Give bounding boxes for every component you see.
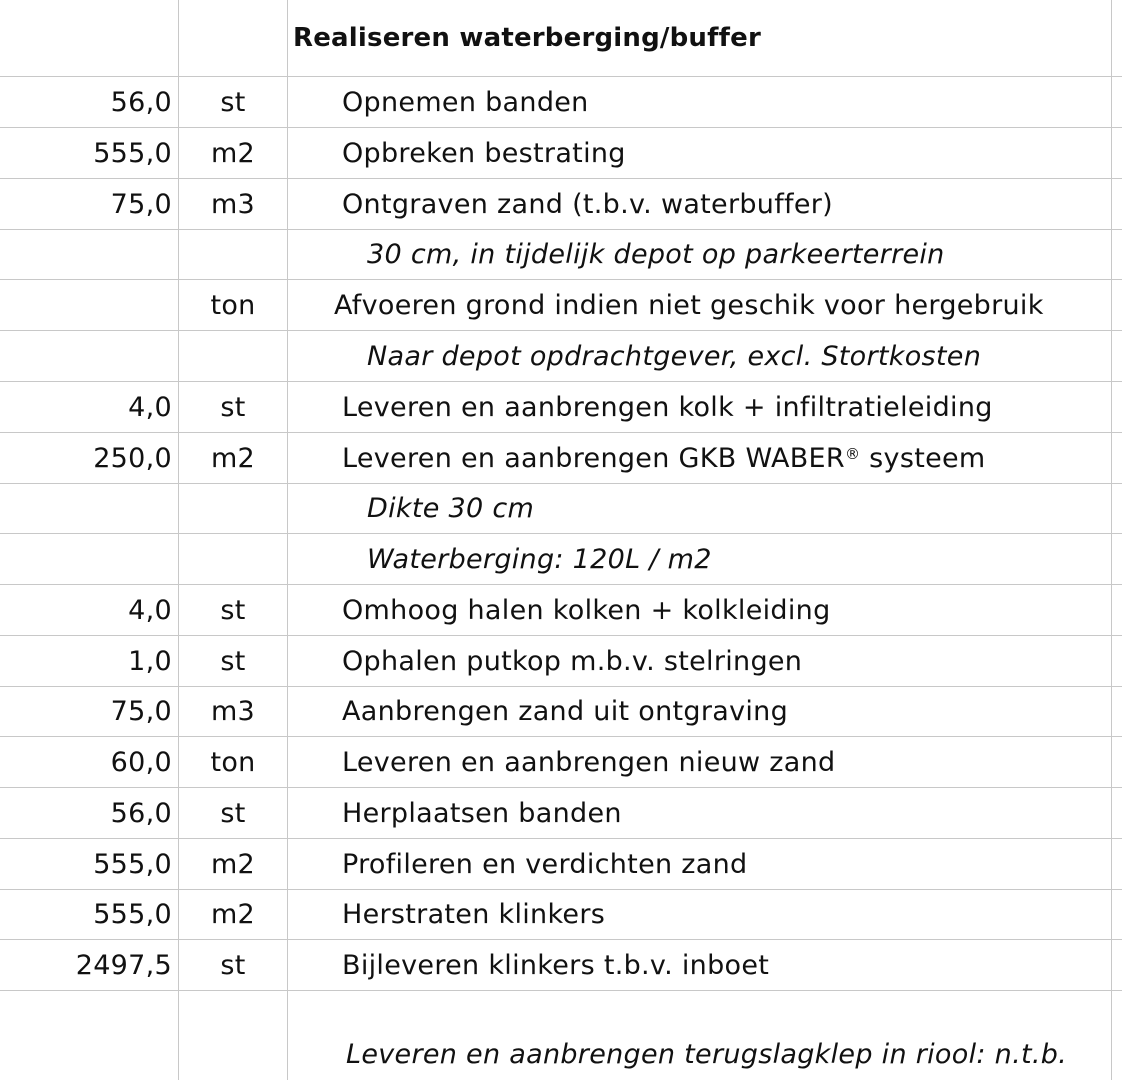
unit-cell[interactable]: ton [210,746,256,778]
unit-cell[interactable] [180,331,286,381]
description-cell[interactable]: Ophalen putkop m.b.v. stelringen [342,645,803,677]
description-cell[interactable]: Afvoeren grond indien niet geschik voor hergebruik [334,289,1044,321]
unit-cell[interactable]: st [220,797,246,829]
unit-cell[interactable]: m2 [210,137,256,169]
description-cell[interactable]: Bijleveren klinkers t.b.v. inboet [342,949,770,981]
unit-cell[interactable] [180,230,286,279]
quantity-cell[interactable]: 555,0 [93,137,172,169]
registered-mark: ® [844,445,861,463]
unit-cell[interactable]: st [220,86,246,118]
quantity-cell[interactable] [0,230,172,279]
quantity-cell[interactable]: 2497,5 [75,949,172,981]
description-cell[interactable] [342,433,1122,483]
unit-cell[interactable]: m2 [210,442,256,474]
unit-cell[interactable] [180,991,286,1080]
table-row[interactable] [0,839,1122,890]
quantity-cell[interactable] [0,0,172,76]
unit-cell[interactable] [180,534,286,584]
table-row[interactable] [0,890,1122,940]
unit-cell[interactable]: m3 [210,188,256,220]
unit-cell[interactable] [180,484,286,533]
footer-note[interactable]: Leveren en aanbrengen terugslagklep in riool: n.t.b. [346,1039,1068,1070]
description-note[interactable]: Waterberging: 120L / m2 [367,543,712,575]
table-row[interactable] [0,77,1122,128]
description-cell[interactable]: Leveren en aanbrengen nieuw zand [342,746,836,778]
description-cell[interactable]: Profileren en verdichten zand [342,848,748,880]
quantity-cell[interactable]: 56,0 [110,86,172,118]
quantity-cell[interactable]: 75,0 [110,188,172,220]
description-cell[interactable]: Leveren en aanbrengen kolk + infiltratieleiding [342,391,993,423]
table-row[interactable] [0,128,1122,179]
table-row[interactable] [0,433,1122,484]
unit-cell[interactable]: ton [210,289,256,321]
quantity-cell[interactable]: 1,0 [128,645,172,677]
quantity-cell[interactable]: 56,0 [110,797,172,829]
table-row[interactable] [0,585,1122,636]
quantity-cell[interactable]: 4,0 [128,594,172,626]
unit-cell[interactable]: m3 [210,696,256,727]
description-cell[interactable]: Omhoog halen kolken + kolkleiding [342,594,831,626]
description-cell[interactable]: Aanbrengen zand uit ontgraving [342,696,789,727]
footer-row[interactable] [0,991,1122,1080]
table-row[interactable] [0,280,1122,331]
description-suffix: systeem [860,442,986,474]
unit-cell[interactable]: st [220,645,246,677]
description-cell[interactable]: Opbreken bestrating [342,137,626,169]
table-row[interactable] [0,230,1122,280]
description-note[interactable]: Naar depot opdrachtgever, excl. Stortkosten [367,340,982,372]
description-note[interactable]: Dikte 30 cm [367,493,535,524]
description-cell[interactable]: Herstraten klinkers [342,899,606,930]
quantity-cell[interactable]: 555,0 [93,899,172,930]
quantity-cell[interactable] [0,484,172,533]
description-cell[interactable]: Herplaatsen banden [342,797,622,829]
description-note[interactable]: 30 cm, in tijdelijk depot op parkeerterrein [367,239,945,270]
quantity-cell[interactable]: 555,0 [93,848,172,880]
header-row[interactable] [0,0,1122,77]
quantity-cell[interactable] [0,534,172,584]
table-row[interactable] [0,484,1122,534]
quantity-cell[interactable] [0,331,172,381]
table-row[interactable] [0,636,1122,687]
section-title[interactable]: Realiseren waterberging/buffer [293,23,762,53]
table-row[interactable] [0,331,1122,382]
quantity-cell[interactable] [0,991,172,1080]
table-row[interactable] [0,737,1122,788]
quantity-cell[interactable]: 75,0 [110,696,172,727]
table-row[interactable] [0,788,1122,839]
description-cell[interactable]: Opnemen banden [342,86,589,118]
table-row[interactable] [0,940,1122,991]
quantity-cell[interactable]: 60,0 [110,746,172,778]
description-text: Leveren en aanbrengen GKB WABER [342,442,845,474]
table-row[interactable] [0,179,1122,230]
quantity-cell[interactable] [0,280,172,330]
unit-cell[interactable]: st [220,949,246,981]
quantity-cell[interactable]: 250,0 [93,442,172,474]
table-row[interactable] [0,687,1122,737]
unit-cell[interactable]: st [220,594,246,626]
description-cell[interactable]: Ontgraven zand (t.b.v. waterbuffer) [342,188,833,220]
table-row[interactable] [0,534,1122,585]
table-row[interactable] [0,382,1122,433]
unit-cell[interactable] [180,0,286,76]
quantity-cell[interactable]: 4,0 [128,391,172,423]
unit-cell[interactable]: m2 [210,899,256,930]
unit-cell[interactable]: st [220,391,246,423]
unit-cell[interactable]: m2 [210,848,256,880]
